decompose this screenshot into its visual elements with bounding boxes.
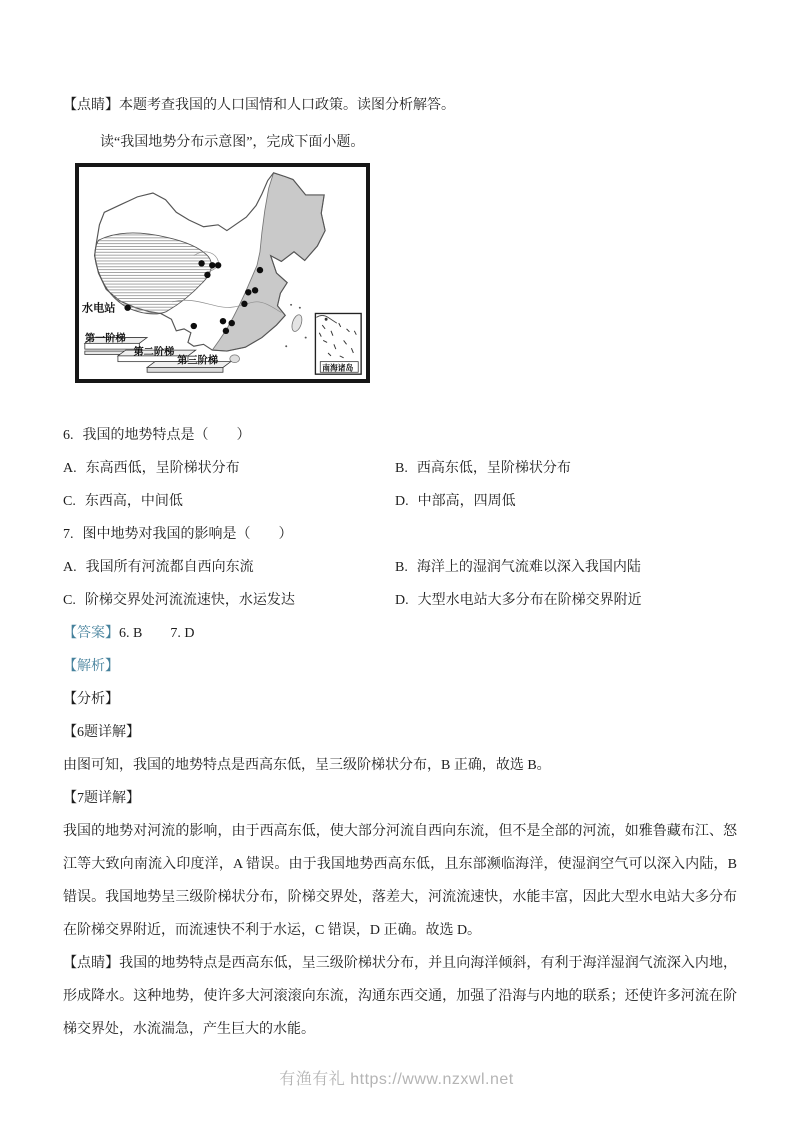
option-7a-text: 我国所有河流都自西向东流: [85, 560, 254, 575]
step1-label: 第一阶梯: [84, 333, 126, 345]
step2-label: 第二阶梯: [133, 346, 175, 358]
option-6b-text: 西高东低，呈阶梯状分布: [416, 461, 571, 476]
option-6c: [63, 485, 395, 518]
option-6b-letter: B.: [395, 461, 408, 476]
option-7a-letter: A.: [63, 560, 77, 575]
taiwan-island: [290, 314, 304, 333]
tip-text: 本题考查我国的人口国情和人口政策。读图分析解答。: [119, 98, 455, 113]
option-6d-letter: D.: [395, 494, 409, 509]
fenxi-label: 【分析】: [63, 692, 119, 707]
station-label: 水电站: [81, 302, 116, 315]
option-7a: [63, 551, 395, 584]
option-6c-letter: C.: [63, 494, 76, 509]
option-7d: [395, 584, 642, 617]
question-6-stem: [63, 419, 737, 452]
option-7b-letter: B.: [395, 560, 408, 575]
question-7-stem: [63, 518, 737, 551]
terrain-map-figure: [75, 163, 370, 383]
option-6d: [395, 485, 516, 518]
tip-paragraph: [63, 947, 737, 1046]
answer-value: 6. B 7. D: [119, 626, 195, 641]
china-terrain-map: [79, 167, 366, 379]
step3-label: 第三阶梯: [177, 355, 219, 367]
answer-line: [63, 617, 737, 650]
document-content: [63, 0, 737, 1046]
jiexi-label: 【解析】: [63, 659, 119, 674]
question-7-number: 7.: [63, 527, 74, 542]
question-6-options-ab: [63, 452, 737, 485]
tip-intro-line: [63, 96, 737, 116]
question-7-options-ab: [63, 551, 737, 584]
option-7c-letter: C.: [63, 593, 76, 608]
option-6a-letter: A.: [63, 461, 77, 476]
q7-explain-text: 我国的地势对河流的影响，由于西高东低，使大部分河流自西向东流，但不是全部的河流，如雅鲁藏布江、怒江等大致向南流入印度洋，A 错误。由于我国地势西高东低，且东部濒临海洋，使湿润空气可以深入内陆，B 错误。我国地势呈三级阶梯状分布，阶梯交界处，落差大，河流流速快，水能丰富，因此大型水电站大多分布在阶梯交界附近，而流速快不利于水运，C 错误，D 正确。故选 D。: [63, 824, 737, 938]
option-7b: [395, 551, 641, 584]
option-7d-text: 大型水电站大多分布在阶梯交界附近: [417, 593, 642, 608]
questions-section: [63, 419, 737, 1046]
read-instruction: 读“我国地势分布示意图”，完成下面小题。: [100, 135, 365, 150]
tip-label: 【点睛】: [63, 98, 119, 113]
site-watermark: 有渔有礼 https://www.nzxwl.net: [279, 1071, 514, 1088]
option-6c-text: 东西高，中间低: [84, 494, 183, 509]
question-7-options-cd: [63, 584, 737, 617]
question-7-stem-text: 图中地势对我国的影响是（ ）: [82, 527, 293, 542]
station-dot: [124, 305, 130, 311]
tip-bottom-label: 【点睛】: [63, 956, 120, 971]
q6-explain-text: 由图可知，我国的地势特点是西高东低，呈三级阶梯状分布，B 正确，故选 B。: [63, 758, 551, 773]
option-7c: [63, 584, 395, 617]
option-6a-text: 东高西低，呈阶梯状分布: [85, 461, 240, 476]
question-6-number: 6.: [63, 428, 74, 443]
option-6d-text: 中部高，四周低: [417, 494, 516, 509]
question-6-options-cd: [63, 485, 737, 518]
option-6b: [395, 452, 571, 485]
option-7c-text: 阶梯交界处河流流速快，水运发达: [84, 593, 295, 608]
inset-label: 南海诸岛: [322, 363, 354, 373]
question-6-stem-text: 我国的地势特点是（ ）: [82, 428, 251, 443]
option-6a: [63, 452, 395, 485]
map-inset-south-china-sea: [315, 313, 361, 374]
q7-explain-label: 【7题详解】: [63, 791, 140, 806]
option-7b-text: 海洋上的湿润气流难以深入我国内陆: [416, 560, 641, 575]
option-7d-letter: D.: [395, 593, 409, 608]
q6-explain-label: 【6题详解】: [63, 725, 140, 740]
answer-label: 【答案】: [63, 626, 119, 641]
tip-bottom-text: 我国的地势特点是西高东低，呈三级阶梯状分布，并且向海洋倾斜，有利于海洋湿润气流深入内地，形成降水。这种地势，使许多大河滚滚向东流，沟通东西交通，加强了沿海与内地的联系；还使许多河流在阶梯交界处，水流湍急，产生巨大的水能。: [63, 956, 737, 1037]
